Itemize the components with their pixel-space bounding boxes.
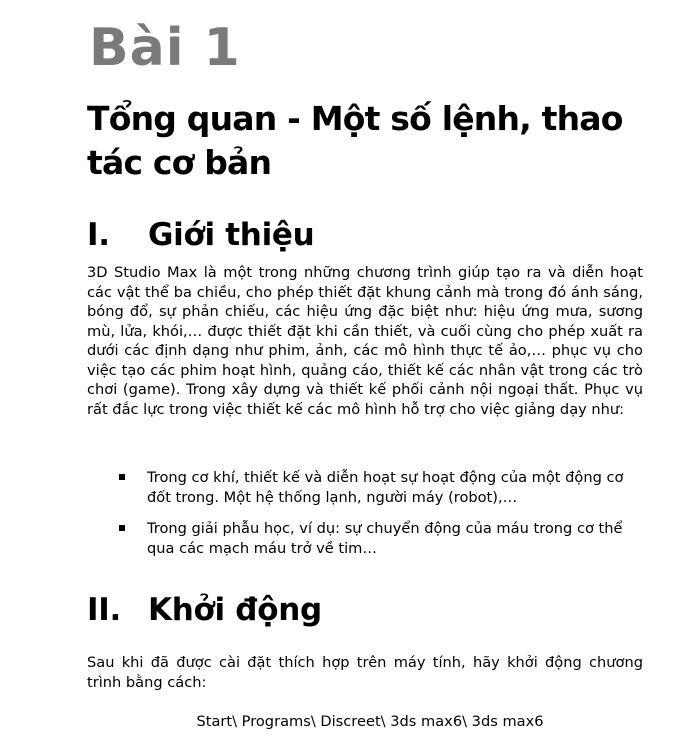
section-number: II.: [87, 592, 121, 628]
section-title: Khởi động: [148, 592, 322, 628]
list-item: [119, 519, 643, 558]
menu-path: Start\ Programs\ Discreet\ 3ds max6\ 3ds max6: [196, 713, 544, 730]
intro-paragraph: 3D Studio Max là một trong những chương trình giúp tạo ra và diễn hoạt các vật thể ba chiều, cho phép thiết đặt khung cảnh mà trong đó ánh sáng, bóng đổ, sự phản chiếu, các hiệu ứng đặc biệt như: hiệu ứng mưa, sương mù, lửa, khói,… được thiết đặt khi cần thiết, và cuối cùng cho phép xuất ra dưới các định dạng như phim, ảnh, các mô hình thực tế ảo,… phục vụ cho việc tạo các phim hoạt hình, quảng cáo, thiết kế các nhân vật trong các trò chơi (game). Trong xây dựng và thiết kế phối cảnh nội ngoại thất. Phục vụ rất đắc lực trong việc thiết kế các mô hình hỗ trợ cho việc giảng dạy như:: [87, 264, 643, 418]
section-title: Giới thiệu: [148, 217, 315, 253]
square-bullet-icon: [119, 525, 125, 531]
lesson-label: Bài 1: [89, 18, 241, 78]
section-heading-intro: [87, 215, 314, 255]
bullet-list: [119, 468, 643, 570]
section-heading-startup: [87, 590, 322, 630]
section-number: I.: [87, 217, 110, 253]
square-bullet-icon: [119, 474, 125, 480]
startup-paragraph: Sau khi đã được cài đặt thích hợp trên máy tính, hãy khởi động chương trình bằng cách:: [87, 654, 643, 691]
list-item: [119, 468, 643, 507]
list-item-text: Trong cơ khí, thiết kế và diễn hoạt sự hoạt động của một động cơ đốt trong. Một hệ thống lạnh, người máy (robot),…: [147, 469, 624, 506]
list-item-text: Trong giải phẫu học, ví dụ: sự chuyển động của máu trong cơ thể qua các mạch máu trở về tim…: [147, 520, 623, 557]
page-title: Tổng quan - Một số lệnh, thao tác cơ bản: [87, 99, 623, 182]
